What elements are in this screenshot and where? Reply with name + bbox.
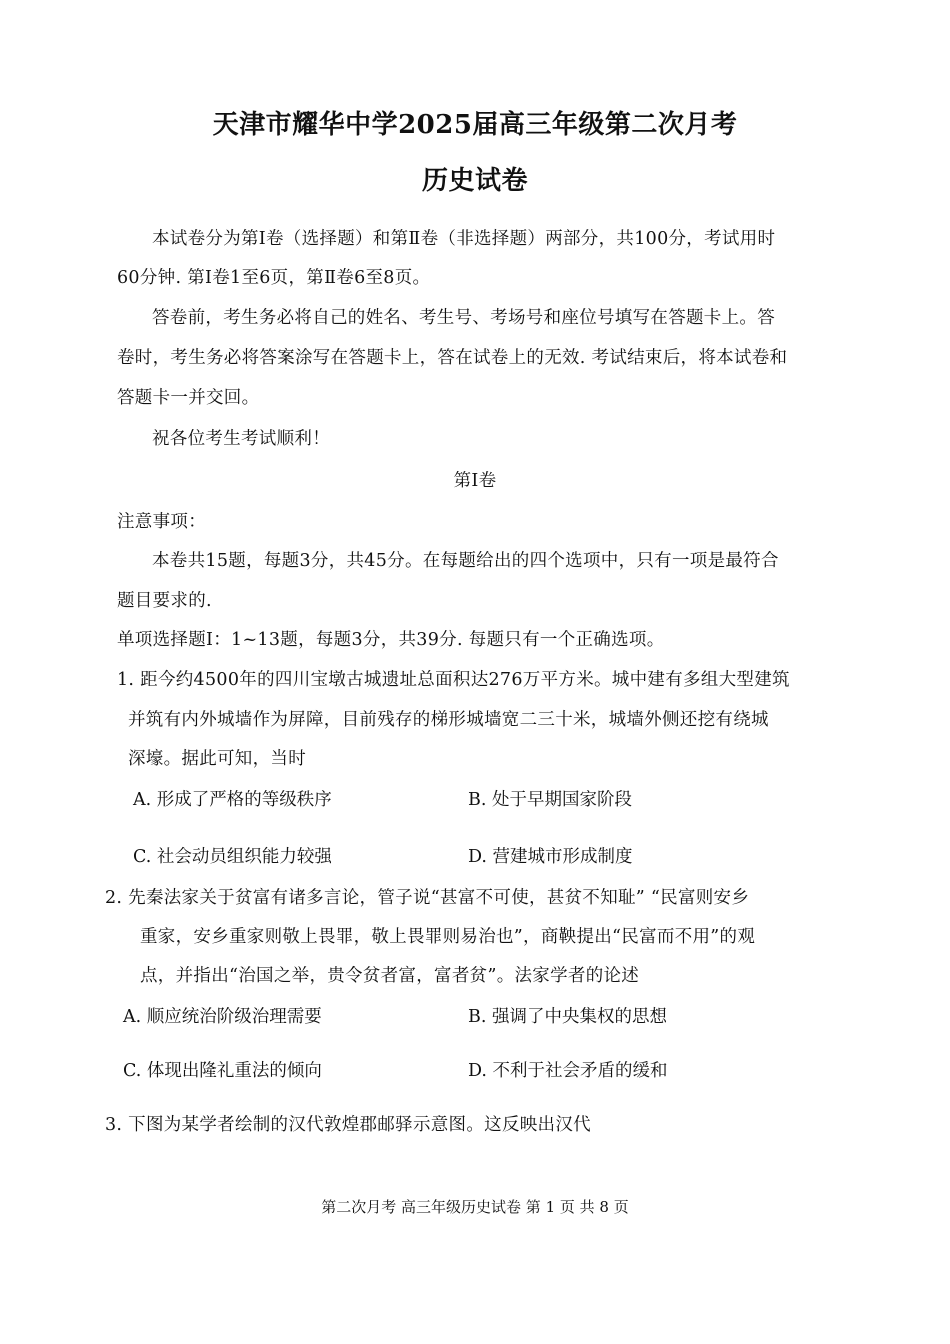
page-footer: 第二次月考 高三年级历史试卷 第 1 页 共 8 页 [321, 1198, 629, 1216]
instructions-p1-line1: 本试卷分为第Ⅰ卷（选择题）和第Ⅱ卷（非选择题）两部分，共100分，考试用时 [152, 229, 776, 249]
instructions-p2-line2: 卷时，考生务必将答案涂写在答题卡上，答在试卷上的无效. 考试结束后，将本试卷和 [117, 348, 788, 368]
question-2-line3: 点，并指出“治国之举，贵令贫者富，富者贫”。法家学者的论述 [140, 966, 640, 986]
question-1-line1: 1. 距今约4500年的四川宝墩古城遗址总面积达276万平方米。城中建有多组大型建筑 [117, 670, 790, 690]
question-1-line2: 并筑有内外城墙作为屏障，目前残存的梯形城墙宽二三十米，城墙外侧还挖有绕城 [128, 710, 769, 730]
question-2-option-c: C. 体现出隆礼重法的倾向 [123, 1061, 322, 1081]
notice-line2: 题目要求的. [117, 591, 212, 611]
section-title: 第Ⅰ卷 [453, 471, 497, 491]
question-1-option-b: B. 处于早期国家阶段 [468, 790, 632, 810]
question-1-option-a: A. 形成了严格的等级秩序 [133, 790, 332, 810]
question-1-line3: 深壕。据此可知，当时 [128, 749, 306, 769]
exam-subject-title: 历史试卷 [421, 166, 528, 196]
question-2-line2: 重家，安乡重家则敬上畏罪，敬上畏罪则易治也”，商鞅提出“民富而不用”的观 [140, 927, 756, 947]
question-2-line1: 2. 先秦法家关于贫富有诸多言论，管子说“甚富不可使，甚贫不知耻” “民富则安乡 [105, 888, 750, 908]
question-2-option-a: A. 顺应统治阶级治理需要 [123, 1007, 322, 1027]
part1-description: 单项选择题Ⅰ：1~13题，每题3分，共39分. 每题只有一个正确选项。 [117, 630, 665, 650]
question-2-option-d: D. 不利于社会矛盾的缓和 [468, 1061, 668, 1081]
instructions-p2-line1: 答卷前，考生务必将自己的姓名、考生号、考场号和座位号填写在答题卡上。答 [152, 308, 775, 328]
question-1-option-d: D. 营建城市形成制度 [468, 847, 633, 867]
notice-line1: 本卷共15题，每题3分，共45分。在每题给出的四个选项中，只有一项是最符合 [152, 551, 779, 571]
question-3-line1: 3. 下图为某学者绘制的汉代敦煌郡邮驿示意图。这反映出汉代 [105, 1115, 591, 1135]
instructions-p1-line2: 60分钟. 第Ⅰ卷1至6页，第Ⅱ卷6至8页。 [117, 268, 431, 288]
exam-title: 天津市耀华中学2025届高三年级第二次月考 [212, 110, 738, 140]
question-1-option-c: C. 社会动员组织能力较强 [133, 847, 332, 867]
instructions-p2-line3: 答题卡一并交回。 [117, 388, 260, 408]
question-2-option-b: B. 强调了中央集权的思想 [468, 1007, 667, 1027]
instructions-wish: 祝各位考生考试顺利！ [152, 429, 330, 449]
notice-label: 注意事项： [117, 512, 206, 532]
